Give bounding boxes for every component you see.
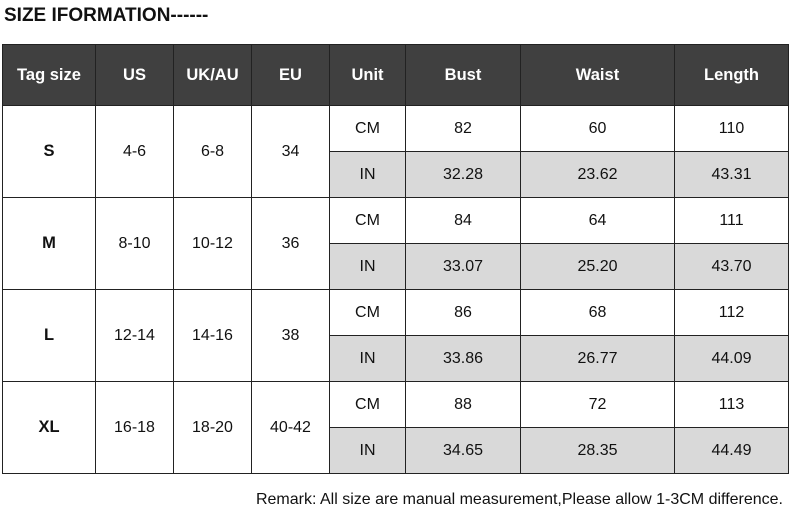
- table-row: [3, 382, 789, 428]
- bust-cell: 82: [406, 106, 521, 152]
- eu-size-cell: 36: [252, 198, 330, 290]
- eu-size-cell: 38: [252, 290, 330, 382]
- unit-cell: IN: [330, 244, 406, 290]
- header-length: Length: [675, 45, 789, 106]
- table-row: [3, 290, 789, 336]
- header-tag-size: Tag size: [3, 45, 96, 106]
- uk-au-size-cell: 14-16: [174, 290, 252, 382]
- tag-size-cell: M: [3, 198, 96, 290]
- unit-cell: IN: [330, 152, 406, 198]
- unit-cell: CM: [330, 198, 406, 244]
- waist-cell: 60: [521, 106, 675, 152]
- table-header-row: [3, 45, 789, 106]
- unit-cell: CM: [330, 290, 406, 336]
- header-unit: Unit: [330, 45, 406, 106]
- remark-note: Remark: All size are manual measurement,Please allow 1-3CM difference.: [255, 491, 783, 508]
- unit-cell: CM: [330, 382, 406, 428]
- waist-cell: 25.20: [521, 244, 675, 290]
- bust-cell: 32.28: [406, 152, 521, 198]
- length-cell: 113: [675, 382, 789, 428]
- waist-cell: 23.62: [521, 152, 675, 198]
- header-bust: Bust: [406, 45, 521, 106]
- waist-cell: 72: [521, 382, 675, 428]
- uk-au-size-cell: 18-20: [174, 382, 252, 474]
- us-size-cell: 12-14: [96, 290, 174, 382]
- us-size-cell: 8-10: [96, 198, 174, 290]
- waist-cell: 28.35: [521, 428, 675, 474]
- uk-au-size-cell: 10-12: [174, 198, 252, 290]
- bust-cell: 34.65: [406, 428, 521, 474]
- tag-size-cell: L: [3, 290, 96, 382]
- waist-cell: 68: [521, 290, 675, 336]
- bust-cell: 84: [406, 198, 521, 244]
- unit-cell: IN: [330, 336, 406, 382]
- header-uk-au: UK/AU: [174, 45, 252, 106]
- waist-cell: 26.77: [521, 336, 675, 382]
- unit-cell: IN: [330, 428, 406, 474]
- length-cell: 43.70: [675, 244, 789, 290]
- length-cell: 112: [675, 290, 789, 336]
- us-size-cell: 4-6: [96, 106, 174, 198]
- bust-cell: 88: [406, 382, 521, 428]
- uk-au-size-cell: 6-8: [174, 106, 252, 198]
- header-waist: Waist: [521, 45, 675, 106]
- bust-cell: 33.86: [406, 336, 521, 382]
- length-cell: 110: [675, 106, 789, 152]
- header-eu: EU: [252, 45, 330, 106]
- eu-size-cell: 40-42: [252, 382, 330, 474]
- us-size-cell: 16-18: [96, 382, 174, 474]
- unit-cell: CM: [330, 106, 406, 152]
- waist-cell: 64: [521, 198, 675, 244]
- page-title: SIZE IFORMATION------: [4, 5, 209, 26]
- size-chart-table: [2, 44, 789, 474]
- bust-cell: 86: [406, 290, 521, 336]
- tag-size-cell: XL: [3, 382, 96, 474]
- bust-cell: 33.07: [406, 244, 521, 290]
- header-us: US: [96, 45, 174, 106]
- length-cell: 44.49: [675, 428, 789, 474]
- table-row: [3, 106, 789, 152]
- table-row: [3, 198, 789, 244]
- tag-size-cell: S: [3, 106, 96, 198]
- eu-size-cell: 34: [252, 106, 330, 198]
- length-cell: 111: [675, 198, 789, 244]
- length-cell: 43.31: [675, 152, 789, 198]
- length-cell: 44.09: [675, 336, 789, 382]
